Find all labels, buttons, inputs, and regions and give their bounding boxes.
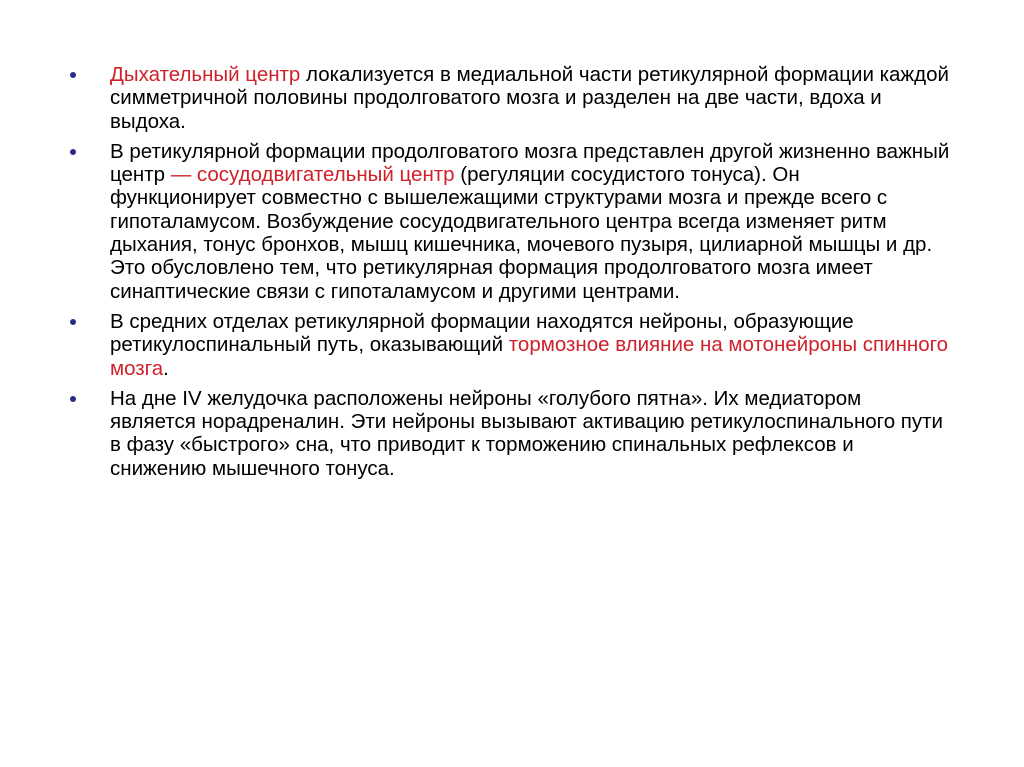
bullet-list bbox=[70, 63, 950, 487]
bullet-dot-icon bbox=[70, 319, 76, 325]
text-segment: В ретикулярной формации продолговатого мозга представлен другой жизненно важный центр bbox=[110, 139, 950, 187]
text-segment: На дне IV желудочка расположены нейроны «голубого пятна». Их медиатором является норадреналин. Эти нейроны вызывают активацию ретикулоспинального пути в фазу «быстрого» сна, что приводит к торможению спинальных рефлексов и снижению мышечного тонуса. bbox=[110, 386, 943, 480]
bullet-item bbox=[70, 140, 950, 303]
text-segment: В средних отделах ретикулярной формации находятся нейроны, образующие ретикулоспинальный путь, оказывающий bbox=[110, 309, 854, 357]
text-segment: локализуется в медиальной части ретикулярной формации каждой симметричной половины продолговатого мозга и разделен на две части, вдоха и выдоха. bbox=[110, 63, 949, 133]
bullet-dot-icon bbox=[70, 149, 76, 155]
bullet-dot-icon bbox=[70, 396, 76, 402]
bullet-item bbox=[70, 310, 950, 380]
bullet-item bbox=[70, 387, 950, 480]
bullet-item bbox=[70, 63, 950, 133]
text-segment-accent: тормозное влияние на мотонейроны спинного мозга bbox=[110, 333, 949, 380]
text-segment-accent: — сосудодвигательный центр bbox=[170, 163, 455, 187]
text-segment: . bbox=[163, 356, 169, 380]
text-segment-accent: Дыхательный центр bbox=[110, 63, 301, 86]
bullet-dot-icon bbox=[70, 72, 76, 78]
text-segment: (регуляции сосудистого тонуса). Он функционирует совместно с вышележащими структурами мозга и прежде всего с гипоталамусом. Возбуждение сосудодвигательного центра всегда изменяет ритм дыхания, тонус бронхов, мышц кишечника, мочевого пузыря, цилиарной мышцы и др. Это обусловлено тем, что ретикулярная формация продолговатого мозга имеет синаптические связи с гипоталамусом и другими центрами. bbox=[110, 163, 933, 303]
